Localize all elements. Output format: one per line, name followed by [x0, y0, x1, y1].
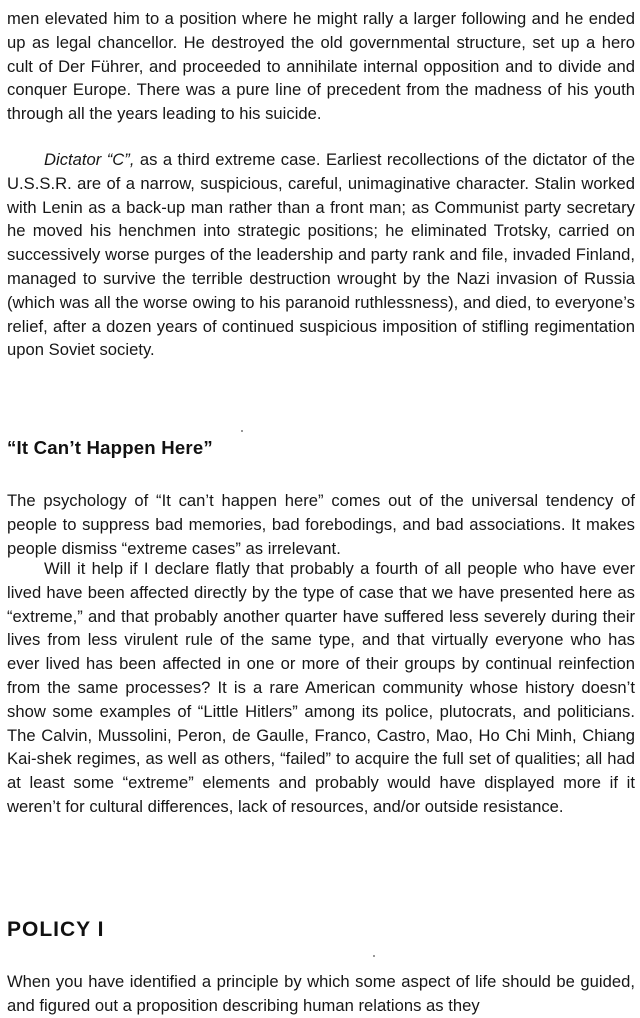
dictator-c-body: as a third extreme case. Earliest recollections of the dictator of the U.S.S.R. are of a narrow, suspicious, careful, unimaginative character. Stalin worked with Lenin as a back-up man rather than a front man; as Communist party secretary he moved his henchmen into strategic positions; he eliminated Trotsky, carried on successively worse purges of the leadership and party rank and file, invaded Finland, managed to survive the terrible destruction wrought by the Nazi invasion of Russia (which was all the worse owing to his paranoid ruthlessness), and died, to everyone’s relief, after a dozen years of continued suspicious imposition of stifling regimentation upon Soviet society. [7, 150, 635, 360]
paragraph-hitler-case: men elevated him to a position where he might rally a larger following and he ended up as legal chancellor. He destroyed the old governmental structure, set up a hero cult of Der Führer, and proceeded to annihilate internal opposition and to divide and conquer Europe. There was a pure line of precedent from the madness of his youth through all the years leading to his suicide. [7, 9, 635, 124]
scan-speck [241, 430, 243, 432]
section-heading-policy: POLICY I [7, 918, 105, 941]
scan-speck [373, 955, 375, 957]
section-heading-it-cant-happen-here: “It Can’t Happen Here” [7, 437, 213, 458]
paragraph-policy-intro: When you have identified a principle by which some aspect of life should be guided, and figured out a proposition describing human relations as they [7, 972, 635, 1015]
paragraph-will-it-help: Will it help if I declare flatly that probably a fourth of all people who have ever lived have been affected directly by the type of case that we have presented here as “extreme,” and that probably another quarter have suffered less severely during their lives from less virulent rule of the same type, and that virtually everyone who has ever lived has been affected in one or more of their groups by continual reinfection from the same processes? It is a rare American community whose history doesn’t show some examples of “Little Hitlers” among its police, plutocrats, and politicians. The Calvin, Mussolini, Peron, de Gaulle, Franco, Castro, Mao, Ho Chi Minh, Chiang Kai-shek regimes, as well as others, “failed” to acquire the full set of qualities; all had at least some “extreme” elements and probably would have displayed more if it weren’t for cultural differences, lack of resources, and/or outside resistance. [7, 559, 635, 816]
dictator-c-label: Dictator “C”, [44, 150, 135, 169]
paragraph-dictator-c [7, 148, 635, 362]
paragraph-psychology: The psychology of “It can’t happen here” comes out of the universal tendency of people to suppress bad memories, bad forebodings, and bad associations. It makes people dismiss “extreme cases” as irrelevant. [7, 491, 635, 558]
